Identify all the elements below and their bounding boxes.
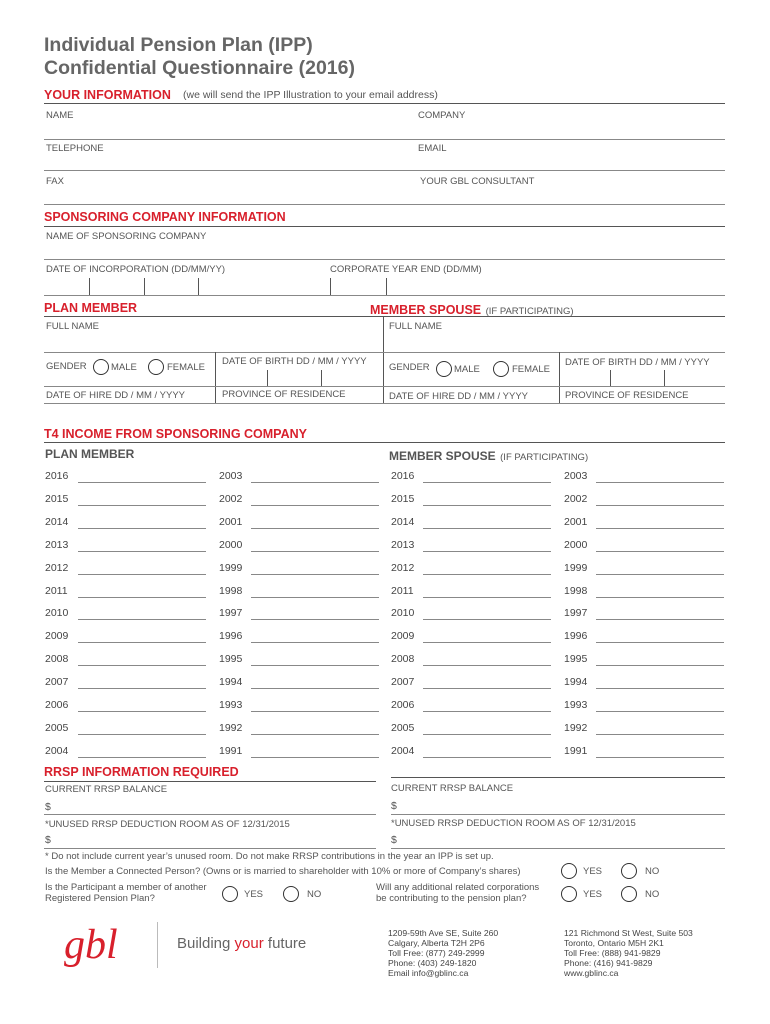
spouse-t4-amount-field[interactable] xyxy=(596,711,724,712)
spouse-t4-year-4: 1999 xyxy=(564,561,588,574)
member-t4-amount-field[interactable] xyxy=(78,642,206,643)
member-t4-year-6: 1997 xyxy=(219,607,243,620)
spouse-t4-year-8: 1995 xyxy=(564,653,588,666)
member-t4-year-11: 1992 xyxy=(219,721,243,734)
member-t4-amount-field[interactable] xyxy=(251,528,379,529)
spouse-t4-year-3: 2013 xyxy=(391,538,415,551)
spouse-t4-amount-field[interactable] xyxy=(423,734,551,735)
spouse-t4-amount-field[interactable] xyxy=(596,619,724,620)
spouse-t4-year-10: 2006 xyxy=(391,699,415,711)
spouse-unused-field[interactable] xyxy=(391,848,725,849)
member-t4-amount-field[interactable] xyxy=(78,597,206,598)
member-t4-amount-field[interactable] xyxy=(251,665,379,666)
spouse-t4-amount-field[interactable] xyxy=(423,574,551,575)
divider xyxy=(44,316,725,317)
member-unused-field[interactable] xyxy=(44,848,376,849)
date-divider xyxy=(144,278,145,295)
spouse-t4-amount-field[interactable] xyxy=(596,551,724,552)
divider xyxy=(44,781,376,782)
spouse-dob-label: DATE OF BIRTH DD / MM / YYYY xyxy=(565,357,710,368)
member-t4-year-8: 2008 xyxy=(45,653,69,666)
member-dob-field[interactable] xyxy=(44,386,383,387)
spouse-t4-amount-field[interactable] xyxy=(423,642,551,643)
telephone-field[interactable] xyxy=(44,170,725,171)
spouse-t4-amount-field[interactable] xyxy=(423,757,551,758)
member-t4-year-7: 1996 xyxy=(219,630,243,643)
date-divider xyxy=(321,370,322,386)
spouse-province-label: PROVINCE OF RESIDENCE xyxy=(565,390,689,401)
spouse-t4-amount-field[interactable] xyxy=(423,505,551,506)
address-line: Toronto, Ontario M5H 2K1 xyxy=(564,938,664,948)
member-t4-year-12: 1991 xyxy=(219,744,243,757)
calgary-address xyxy=(388,928,498,978)
sponsoring-name-field[interactable] xyxy=(44,259,725,260)
member-male-label: MALE xyxy=(111,362,137,373)
spouse-t4-year-6: 2010 xyxy=(391,607,415,620)
plan-member-heading: PLAN MEMBER xyxy=(44,301,138,315)
corp-no-label: NO xyxy=(645,889,660,900)
member-hire-label: DATE OF HIRE DD / MM / YYYY xyxy=(46,390,185,401)
member-t4-amount-field[interactable] xyxy=(251,482,379,483)
member-t4-amount-field[interactable] xyxy=(78,619,206,620)
year-end-label: CORPORATE YEAR END (DD/MM) xyxy=(330,264,482,275)
spouse-t4-year-8: 2008 xyxy=(391,653,415,666)
member-t4-amount-field[interactable] xyxy=(78,528,206,529)
date-divider xyxy=(89,278,90,295)
spouse-t4-year-7: 1996 xyxy=(564,630,588,643)
spouse-t4-amount-field[interactable] xyxy=(423,551,551,552)
member-t4-amount-field[interactable] xyxy=(78,482,206,483)
divider xyxy=(44,442,725,443)
spouse-t4-amount-field[interactable] xyxy=(423,528,551,529)
website-link[interactable]: www.gblinc.ca xyxy=(564,968,619,978)
rpp-question-line1: Is the Participant a member of another xyxy=(45,882,207,893)
rpp-question-line2: Registered Pension Plan? xyxy=(45,893,155,904)
member-t4-amount-field[interactable] xyxy=(251,597,379,598)
spouse-t4-amount-field[interactable] xyxy=(423,688,551,689)
consultant-label: YOUR GBL CONSULTANT xyxy=(420,176,535,187)
member-balance-field[interactable] xyxy=(44,814,376,815)
member-balance-dollar: $ xyxy=(45,801,51,813)
spouse-hire-label: DATE OF HIRE DD / MM / YYYY xyxy=(389,391,528,402)
member-t4-year-9: 1994 xyxy=(219,676,243,689)
full-name-field[interactable] xyxy=(44,352,725,353)
member-t4-year-6: 2010 xyxy=(45,607,69,620)
spouse-t4-year-1: 2015 xyxy=(391,492,415,505)
member-t4-amount-field[interactable] xyxy=(78,757,206,758)
member-rrsp-balance-label: CURRENT RRSP BALANCE xyxy=(45,784,168,795)
member-spouse-heading: MEMBER SPOUSE xyxy=(370,303,482,317)
corp-no-radio[interactable] xyxy=(621,886,637,902)
member-t4-year-4: 1999 xyxy=(219,561,243,574)
gbl-logo xyxy=(62,918,154,976)
member-t4-amount-field[interactable] xyxy=(78,711,206,712)
member-hire-field[interactable] xyxy=(44,403,383,404)
your-information-note: (we will send the IPP Illustration to your email address) xyxy=(183,89,438,101)
spouse-t4-year-6: 1997 xyxy=(564,607,588,620)
email-label: EMAIL xyxy=(418,143,447,154)
logo-divider xyxy=(157,922,158,968)
divider xyxy=(44,103,725,104)
date-divider xyxy=(386,278,387,295)
spouse-t4-amount-field[interactable] xyxy=(596,734,724,735)
spouse-t4-amount-field[interactable] xyxy=(596,642,724,643)
member-t4-amount-field[interactable] xyxy=(78,665,206,666)
spouse-t4-year-0: 2016 xyxy=(391,470,415,482)
email-link[interactable]: Email info@gblinc.ca xyxy=(388,968,469,978)
spouse-t4-amount-field[interactable] xyxy=(423,597,551,598)
spouse-t4-amount-field[interactable] xyxy=(423,665,551,666)
spouse-female-label: FEMALE xyxy=(512,364,551,375)
spouse-t4-year-0: 2003 xyxy=(564,470,588,482)
member-t4-year-1: 2015 xyxy=(45,492,69,505)
t4-plan-member-heading: PLAN MEMBER xyxy=(45,447,135,461)
form-title-line2: Confidential Questionnaire (2016) xyxy=(44,57,355,79)
spouse-t4-year-5: 2011 xyxy=(391,584,414,597)
spouse-t4-amount-field[interactable] xyxy=(596,505,724,506)
name-field[interactable] xyxy=(44,139,725,140)
tagline-emphasis: your xyxy=(234,935,264,952)
spouse-t4-year-7: 2009 xyxy=(391,630,415,643)
member-t4-year-10: 2006 xyxy=(45,699,69,711)
spouse-female-radio[interactable] xyxy=(493,361,509,377)
member-male-radio[interactable] xyxy=(93,359,109,375)
member-t4-amount-field[interactable] xyxy=(78,688,206,689)
address-line: 121 Richmond St West, Suite 503 xyxy=(564,928,693,938)
date-divider xyxy=(664,370,665,386)
member-province-label: PROVINCE OF RESIDENCE xyxy=(222,389,346,400)
spouse-balance-dollar: $ xyxy=(391,800,397,812)
form-title-line1: Individual Pension Plan (IPP) xyxy=(44,34,313,56)
cell-divider xyxy=(215,352,216,403)
spouse-t4-year-9: 2007 xyxy=(391,676,415,689)
member-t4-amount-field[interactable] xyxy=(78,574,206,575)
phone-line: Toll Free: (877) 249-2999 xyxy=(388,948,485,958)
member-t4-year-5: 1998 xyxy=(219,584,243,597)
spouse-unused-dollar: $ xyxy=(391,834,397,846)
spouse-t4-year-5: 1998 xyxy=(564,584,588,597)
cell-divider xyxy=(559,352,560,403)
spouse-t4-year-9: 1994 xyxy=(564,676,588,689)
spouse-full-name-label: FULL NAME xyxy=(389,321,442,332)
member-t4-year-2: 2001 xyxy=(219,515,243,528)
spouse-dob-field[interactable] xyxy=(383,386,725,387)
spouse-t4-amount-field[interactable] xyxy=(596,482,724,483)
member-full-name-label: FULL NAME xyxy=(46,321,99,332)
spouse-t4-amount-field[interactable] xyxy=(423,711,551,712)
rpp-yes-label: YES xyxy=(244,889,264,900)
tagline-part: Building xyxy=(177,935,235,952)
spouse-t4-amount-field[interactable] xyxy=(596,528,724,529)
spouse-t4-amount-field[interactable] xyxy=(423,482,551,483)
spouse-rrsp-balance-label: CURRENT RRSP BALANCE xyxy=(391,783,514,794)
date-divider xyxy=(330,278,331,295)
member-t4-amount-field[interactable] xyxy=(251,734,379,735)
member-t4-year-2: 2014 xyxy=(45,515,69,528)
rpp-no-label: NO xyxy=(307,889,322,900)
date-divider xyxy=(198,278,199,295)
spouse-t4-amount-field[interactable] xyxy=(596,574,724,575)
member-t4-amount-field[interactable] xyxy=(251,619,379,620)
spouse-male-radio[interactable] xyxy=(436,361,452,377)
member-t4-year-3: 2013 xyxy=(45,538,69,551)
t4-spouse-heading-group xyxy=(389,447,588,465)
divider xyxy=(44,226,725,227)
member-unused-room-label: *UNUSED RRSP DEDUCTION ROOM AS OF 12/31/2015 xyxy=(45,819,290,830)
spouse-gender-label: GENDER xyxy=(389,362,430,373)
spouse-t4-year-1: 2002 xyxy=(564,492,588,505)
spouse-t4-amount-field[interactable] xyxy=(423,619,551,620)
spouse-t4-year-11: 2005 xyxy=(391,721,415,734)
spouse-t4-year-10: 1993 xyxy=(564,699,588,711)
spouse-t4-year-11: 1992 xyxy=(564,721,588,734)
fax-field[interactable] xyxy=(44,204,725,205)
toronto-address xyxy=(564,928,693,978)
address-line: 1209-59th Ave SE, Suite 260 xyxy=(388,928,499,938)
member-t4-amount-field[interactable] xyxy=(78,505,206,506)
fax-label: FAX xyxy=(46,176,64,187)
spouse-t4-amount-field[interactable] xyxy=(596,688,724,689)
svg-text:gbl: gbl xyxy=(64,922,118,968)
member-female-label: FEMALE xyxy=(167,362,206,373)
corp-question-line2: be contributing to the pension plan? xyxy=(376,893,527,904)
member-t4-year-11: 2005 xyxy=(45,721,69,734)
phone-line: Phone: (403) 249-1820 xyxy=(388,958,477,968)
member-dob-label: DATE OF BIRTH DD / MM / YYYY xyxy=(222,356,367,367)
rpp-yes-radio[interactable] xyxy=(222,886,238,902)
member-t4-amount-field[interactable] xyxy=(78,734,206,735)
member-unused-dollar: $ xyxy=(45,834,51,846)
corp-yes-label: YES xyxy=(583,889,603,900)
member-t4-amount-field[interactable] xyxy=(251,551,379,552)
connected-no-label: NO xyxy=(645,866,660,877)
incorporation-label: DATE OF INCORPORATION (DD/MM/YY) xyxy=(46,264,226,275)
corp-question-line1: Will any additional related corporations xyxy=(376,882,540,893)
telephone-label: TELEPHONE xyxy=(46,143,104,154)
member-t4-year-4: 2012 xyxy=(45,561,69,574)
spouse-t4-year-12: 1991 xyxy=(564,744,588,757)
date-divider xyxy=(267,370,268,386)
t4-spouse-heading: MEMBER SPOUSE xyxy=(389,449,496,463)
spouse-t4-amount-field[interactable] xyxy=(596,665,724,666)
member-t4-amount-field[interactable] xyxy=(78,551,206,552)
member-spouse-note: (IF PARTICIPATING) xyxy=(485,306,574,317)
connected-no-radio[interactable] xyxy=(621,863,637,879)
spouse-t4-amount-field[interactable] xyxy=(596,597,724,598)
spouse-t4-year-3: 2000 xyxy=(564,538,588,551)
connected-yes-label: YES xyxy=(583,866,603,877)
member-t4-year-9: 2007 xyxy=(45,676,69,689)
member-t4-year-8: 1995 xyxy=(219,653,243,666)
spouse-unused-room-label: *UNUSED RRSP DEDUCTION ROOM AS OF 12/31/2015 xyxy=(391,818,636,829)
member-t4-amount-field[interactable] xyxy=(251,688,379,689)
member-t4-year-7: 2009 xyxy=(45,630,69,643)
spouse-t4-amount-field[interactable] xyxy=(596,757,724,758)
t4-heading: T4 INCOME FROM SPONSORING COMPANY xyxy=(44,427,307,441)
connected-yes-radio[interactable] xyxy=(561,863,577,879)
member-t4-amount-field[interactable] xyxy=(251,642,379,643)
incorporation-field[interactable] xyxy=(44,295,725,296)
company-label: COMPANY xyxy=(418,110,466,121)
address-line: Calgary, Alberta T2H 2P6 xyxy=(388,938,485,948)
member-t4-year-10: 1993 xyxy=(219,699,243,711)
spouse-balance-field[interactable] xyxy=(391,814,725,815)
spouse-hire-field[interactable] xyxy=(383,403,725,404)
name-label: NAME xyxy=(46,110,74,121)
column-divider xyxy=(383,316,384,403)
connected-person-question: Is the Member a Connected Person? (Owns or is married to shareholder with 10% or more of Company’s shares) xyxy=(45,866,521,877)
member-t4-amount-field[interactable] xyxy=(251,505,379,506)
phone-line: Toll Free: (888) 941-9829 xyxy=(564,948,661,958)
date-divider xyxy=(610,370,611,386)
sponsoring-name-label: NAME OF SPONSORING COMPANY xyxy=(46,231,207,242)
member-t4-amount-field[interactable] xyxy=(251,711,379,712)
member-t4-year-5: 2011 xyxy=(45,584,68,597)
member-t4-year-0: 2003 xyxy=(219,470,243,482)
spouse-t4-year-4: 2012 xyxy=(391,561,415,574)
your-information-heading: YOUR INFORMATION xyxy=(44,88,171,102)
spouse-t4-year-2: 2001 xyxy=(564,515,588,528)
spouse-t4-year-12: 2004 xyxy=(391,744,415,757)
spouse-t4-year-2: 2014 xyxy=(391,515,415,528)
rrsp-footnote: * Do not include current year’s unused room. Do not make RRSP contributions in the year an IPP is set up. xyxy=(45,851,494,862)
member-t4-year-12: 2004 xyxy=(45,744,69,757)
member-t4-year-3: 2000 xyxy=(219,538,243,551)
sponsoring-heading: SPONSORING COMPANY INFORMATION xyxy=(44,210,286,224)
member-gender-label: GENDER xyxy=(46,361,87,372)
member-t4-year-0: 2016 xyxy=(45,470,69,482)
corp-yes-radio[interactable] xyxy=(561,886,577,902)
tagline xyxy=(177,935,306,952)
rrsp-heading: RRSP INFORMATION REQUIRED xyxy=(44,765,239,779)
rpp-no-radio[interactable] xyxy=(283,886,299,902)
spouse-male-label: MALE xyxy=(454,364,480,375)
phone-line: Phone: (416) 941-9829 xyxy=(564,958,653,968)
divider xyxy=(391,777,725,778)
member-t4-amount-field[interactable] xyxy=(251,574,379,575)
tagline-part: future xyxy=(263,935,307,952)
member-female-radio[interactable] xyxy=(148,359,164,375)
member-t4-year-1: 2002 xyxy=(219,492,243,505)
t4-spouse-note: (IF PARTICIPATING) xyxy=(500,452,589,463)
member-t4-amount-field[interactable] xyxy=(251,757,379,758)
